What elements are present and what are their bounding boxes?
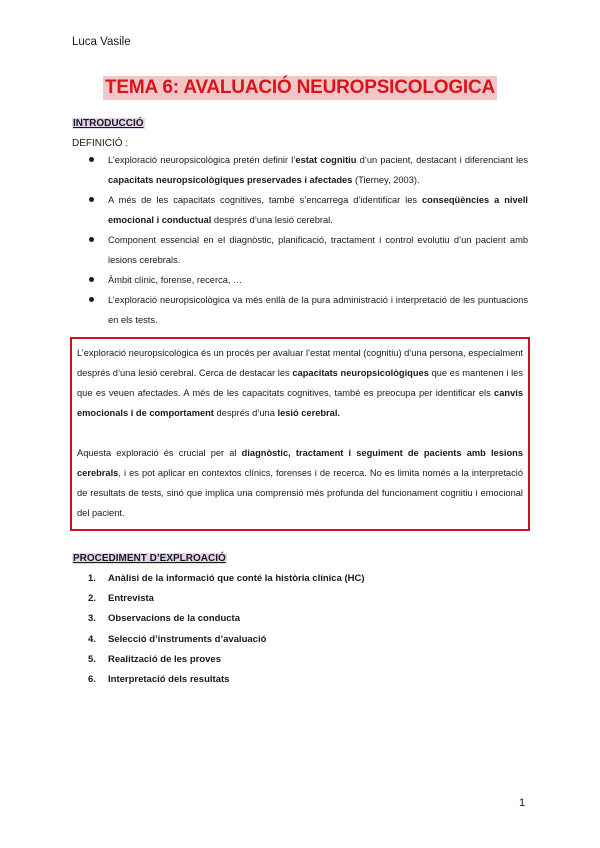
text-run: Àmbit clínic, forense, recerca, … (108, 275, 243, 285)
text-run: (Tierney, 2003). (352, 175, 420, 185)
step-text: Realització de les proves (108, 653, 221, 665)
summary-box (70, 337, 530, 531)
intro-bullet-list (72, 150, 528, 330)
text-run: després d’una (213, 408, 278, 418)
text-run: L’exploració neuropsicològica és un procés per avaluar l’estat mental (cognitiu) d’una persona, especialment després d’una lesió cerebral. Cerca de destacar les (77, 348, 523, 378)
text-run: d’un pacient, destacant i diferenciant les (356, 155, 528, 165)
bullet-item (72, 190, 528, 230)
bullet-dot-icon (89, 237, 94, 242)
bullet-dot-icon (89, 197, 94, 202)
bullet-item (72, 150, 528, 190)
bullet-dot-icon (89, 157, 94, 162)
bullet-item (72, 230, 528, 270)
text-run: Aquesta exploració és crucial per al (77, 448, 242, 458)
text-run: A més de les capacitats cognitives, també s’encarrega d’identificar les (108, 195, 422, 205)
procedure-step: 6. Interpretació dels resultats (88, 674, 230, 686)
bullet-item (72, 290, 528, 330)
title-container (0, 76, 600, 100)
author-name: Luca Vasile (72, 36, 131, 48)
definition-label: DEFINICIÓ : (72, 138, 129, 149)
step-text: Entrevista (108, 593, 154, 605)
summary-paragraph (77, 343, 523, 423)
procedure-step: 3. Observacions de la conducta (88, 613, 240, 625)
step-text: Anàlisi de la informació que conté la història clínica (HC) (108, 573, 365, 584)
bold-text-run: capacitats neuropsicològiques (292, 368, 429, 378)
bold-text-run: canvis emocionals i de comportament (77, 388, 523, 418)
step-text: Selecció d’instruments d’avaluació (108, 633, 267, 645)
page-title: TEMA 6: AVALUACIÓ NEUROPSICOLOGICA (104, 77, 496, 98)
step-text: Observacions de la conducta (108, 613, 240, 625)
text-run: , i es pot aplicar en contextos clínics, forenses i de recerca. No es limita només a la interpretació de resultats de tests, sinó que implica una comprensió més profunda del funcionament cognitiu i emocional del pacient. (77, 468, 523, 518)
text-run: després d’una lesió cerebral. (211, 215, 333, 225)
procedure-step: 2. Entrevista (88, 593, 154, 605)
procedure-step: 5. Realització de les proves (88, 653, 221, 665)
text-run: Component essencial en el diagnòstic, planificació, tractament i control evolutiu d’un pacient amb lesions cerebrals. (108, 235, 528, 265)
text-run: que es mantenen i les que es veuen afectades. A més de les capacitats cognitives, també es preocupa per identificar els (77, 368, 524, 398)
text-run: L’exploració neuropsicològica va més enllà de la pura administració i interpretació de les puntuacions en els tests. (108, 295, 528, 325)
text-run: L’exploració neuropsicològica pretén definir l’ (108, 155, 296, 165)
bullet-dot-icon (89, 277, 94, 282)
step-text: Interpretació dels resultats (108, 674, 230, 686)
intro-heading: INTRODUCCIÓ (73, 118, 144, 129)
bold-text-run: conseqüències a nivell emocional i conductual (108, 195, 528, 225)
bullet-item (72, 270, 528, 290)
bold-text-run: estat cognitiu (295, 155, 357, 165)
procedure-step-list (72, 569, 365, 690)
summary-paragraph (77, 443, 523, 523)
procedure-step: 1. Anàlisi de la informació que conté la història clínica (HC) (88, 573, 365, 584)
bold-text-run: diagnòstic, tractament i seguiment de pacients amb lesions cerebrals (77, 448, 523, 478)
bold-text-run: capacitats neuropsicològiques preservades i afectades (108, 175, 353, 185)
bullet-dot-icon (89, 297, 94, 302)
bold-text-run: lesió cerebral. (277, 408, 341, 418)
procedure-step: 4. Selecció d’instruments d’avaluació (88, 633, 267, 645)
procedure-heading: PROCEDIMENT D’EXPLROACIÓ (73, 553, 226, 564)
page-number: 1 (519, 797, 526, 809)
